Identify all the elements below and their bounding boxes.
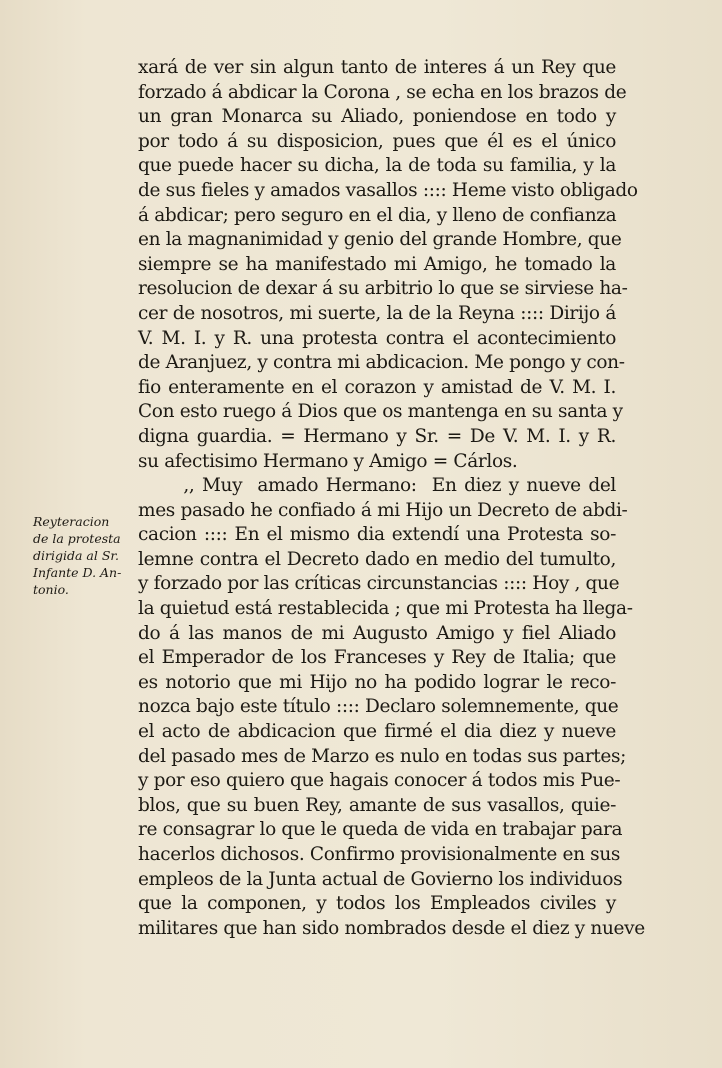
body-line: del pasado mes de Marzo es nulo en todas sus partes; [138, 745, 627, 767]
body-line: mes pasado he confiado á mi Hijo un Decreto de abdi- [138, 499, 628, 521]
body-line: re consagrar lo que le queda de vida en trabajar para [138, 819, 623, 841]
body-line: xará de ver sin algun tanto de interes á un Rey que [138, 57, 616, 78]
body-line: nozca bajo este título :::: Declaro solemnemente, que [138, 696, 619, 718]
margin-note-line: de la protesta [33, 531, 121, 546]
body-line: lemne contra el Decreto dado en medio del tumulto, [138, 548, 616, 570]
body-line: siempre se ha manifestado mi Amigo, he tomado la [138, 253, 616, 275]
body-line: empleos de la Junta actual de Govierno los individuos [138, 868, 623, 890]
body-line: de Aranjuez, y contra mi abdicacion. Me pongo y con- [138, 352, 625, 374]
margin-note-line: Infante D. An- [33, 565, 122, 580]
body-line: el acto de abdicacion que firmé el dia diez y nueve [138, 721, 616, 743]
margin-note-line: dirigida al Sr. [33, 548, 119, 563]
body-line: blos, que su buen Rey, amante de sus vasallos, quie- [138, 794, 616, 816]
body-line: por todo á su disposicion, pues que él es el único [138, 130, 616, 152]
margin-note-line: Reyteracion [33, 514, 110, 529]
body-line: Con esto ruego á Dios que os mantenga en su santa y [138, 401, 623, 423]
body-line: que puede hacer su dicha, la de toda su familia, y la [138, 155, 616, 177]
body-line: hacerlos dichosos. Confirmo provisionalmente en sus [138, 844, 621, 865]
body-line: forzado á abdicar la Corona , se echa en los brazos de [138, 81, 627, 103]
margin-note-line: tonio. [33, 582, 69, 597]
body-line: digna guardia. = Hermano y Sr. = De V. M. I. y R. [138, 425, 616, 447]
body-line: fio enteramente en el corazon y amistad de V. M. I. [138, 376, 616, 398]
body-line: la quietud está restablecida ; que mi Protesta ha llega- [138, 598, 633, 620]
body-line: el Emperador de los Franceses y Rey de Italia; que [138, 647, 616, 669]
body-line: militares que han sido nombrados desde el diez y nueve [138, 917, 645, 939]
body-line: su afectisimo Hermano y Amigo = Cárlos. [138, 450, 518, 472]
body-line: do á las manos de mi Augusto Amigo y fiel Aliado [138, 622, 616, 644]
body-line: y forzado por las críticas circunstancias :::: Hoy , que [138, 573, 620, 595]
body-line: resolucion de dexar á su arbitrio lo que se sirviese ha- [138, 278, 628, 300]
body-line: es notorio que mi Hijo no ha podido lograr le reco- [138, 671, 616, 693]
body-line: cer de nosotros, mi suerte, la de la Reyna :::: Dirijo á [138, 302, 616, 324]
body-line: V. M. I. y R. una protesta contra el acontecimiento [138, 327, 616, 349]
body-line: un gran Monarca su Aliado, poniendose en todo y [138, 106, 616, 128]
body-line: de sus fieles y amados vasallos :::: Heme visto obligado [138, 179, 638, 201]
body-line: en la magnanimidad y genio del grande Hombre, que [138, 229, 622, 251]
body-text [138, 56, 645, 941]
body-line: que la componen, y todos los Empleados civiles y [138, 893, 616, 915]
margin-note [33, 513, 143, 598]
body-line: á abdicar; pero seguro en el dia, y lleno de confianza [138, 204, 617, 226]
body-line: y por eso quiero que hagais conocer á todos mis Pue- [138, 770, 621, 792]
body-line: ,, Muy amado Hermano: En diez y nueve del [138, 475, 616, 497]
body-line: cacion :::: En el mismo dia extendí una Protesta so- [138, 524, 616, 546]
